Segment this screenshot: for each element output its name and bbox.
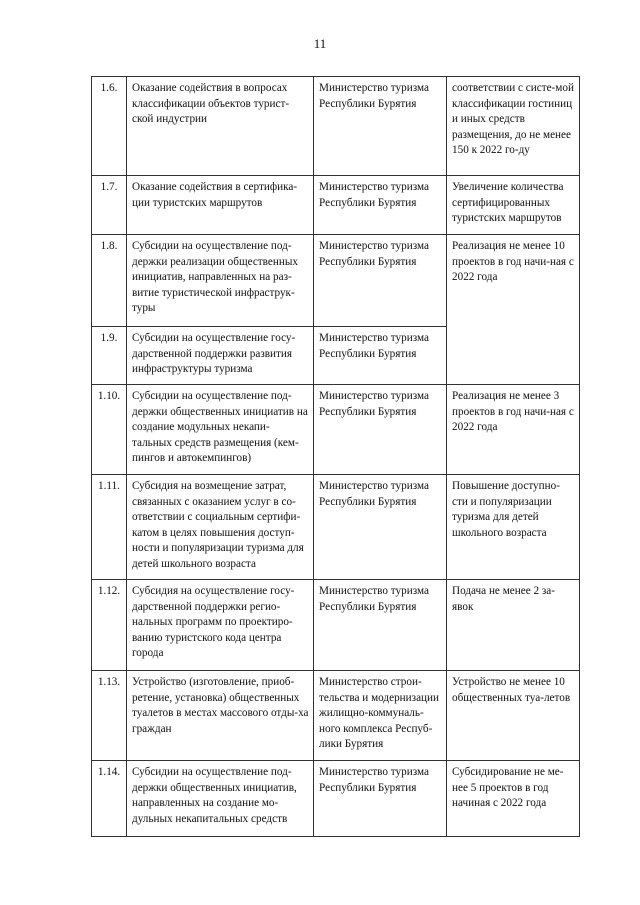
result-cell: Реализация не менее 10 проектов в год начи-ная с 2022 года xyxy=(447,235,580,385)
result-cell: соответствии с систе-мой классификации гостиниц и иных средств размещения, до не менее 150 к 2022 го-ду xyxy=(447,77,580,176)
row-number: 1.11. xyxy=(92,475,127,580)
table-row xyxy=(92,176,580,235)
row-number: 1.8. xyxy=(92,235,127,327)
table-row xyxy=(92,580,580,671)
page-number: 11 xyxy=(313,36,327,51)
executor-cell: Министерство туризма Республики Бурятия xyxy=(314,761,447,837)
executor-cell: Министерство строи-тельства и модернизации жилищно-коммуналь-ного комплекса Респуб-лики Бурятия xyxy=(314,671,447,761)
table-row xyxy=(92,475,580,580)
activity-cell: Субсидии на осуществление госу-дарственной поддержки развития инфраструктуры туризма xyxy=(127,327,314,385)
executor-cell: Министерство туризма Республики Бурятия xyxy=(314,385,447,475)
row-number: 1.9. xyxy=(92,327,127,385)
table-row xyxy=(92,671,580,761)
activity-cell: Субсидии на осуществление под-держки общественных инициатив на создание модульных некапи-тальных средств размещения (кем-пингов и автокемпингов) xyxy=(127,385,314,475)
activity-cell: Оказание содействия в сертифика-ции туристских маршрутов xyxy=(127,176,314,235)
result-cell: Устройство не менее 10 общественных туа-летов xyxy=(447,671,580,761)
row-number: 1.7. xyxy=(92,176,127,235)
result-cell: Увеличение количества сертифицированных туристских маршрутов xyxy=(447,176,580,235)
table-row xyxy=(92,385,580,475)
result-cell: Подача не менее 2 за-явок xyxy=(447,580,580,671)
result-cell: Субсидирование не ме-нее 5 проектов в год начиная с 2022 года xyxy=(447,761,580,837)
executor-cell: Министерство туризма Республики Бурятия xyxy=(314,77,447,176)
activity-cell: Субсидии на осуществление под-держки общественных инициатив, направленных на создание мо-дульных некапитальных средств xyxy=(127,761,314,837)
executor-cell: Министерство туризма Республики Бурятия xyxy=(314,580,447,671)
activity-cell: Оказание содействия в вопросах классификации объектов турист-ской индустрии xyxy=(127,77,314,176)
row-number: 1.14. xyxy=(92,761,127,837)
table-row xyxy=(92,77,580,176)
table-row xyxy=(92,761,580,837)
row-number: 1.10. xyxy=(92,385,127,475)
executor-cell: Министерство туризма Республики Бурятия xyxy=(314,176,447,235)
row-number: 1.6. xyxy=(92,77,127,176)
executor-cell: Министерство туризма Республики Бурятия xyxy=(314,475,447,580)
table-row xyxy=(92,235,580,327)
activity-cell: Устройство (изготовление, приоб-ретение, установка) общественных туалетов в местах массового отды-ха граждан xyxy=(127,671,314,761)
activity-cell: Субсидии на осуществление под-держки реализации общественных инициатив, направленных на раз-витие туристической инфраструк-туры xyxy=(127,235,314,327)
activity-cell: Субсидия на осуществление госу-дарственной поддержки регио-нальных программ по проектиро-ванию туристского кода центра города xyxy=(127,580,314,671)
executor-cell: Министерство туризма Республики Бурятия xyxy=(314,235,447,327)
row-number: 1.12. xyxy=(92,580,127,671)
activity-cell: Субсидия на возмещение затрат, связанных с оказанием услуг в со-ответствии с социальным сертифи-катом в целях повышения доступ-ности и популяризации туризма для детей школьного возраста xyxy=(127,475,314,580)
result-cell: Повышение доступно-сти и популяризации туризма для детей школьного возраста xyxy=(447,475,580,580)
row-number: 1.13. xyxy=(92,671,127,761)
measures-table xyxy=(91,76,580,837)
result-cell: Реализация не менее 3 проектов в год начи-ная с 2022 года xyxy=(447,385,580,475)
executor-cell: Министерство туризма Республики Бурятия xyxy=(314,327,447,385)
